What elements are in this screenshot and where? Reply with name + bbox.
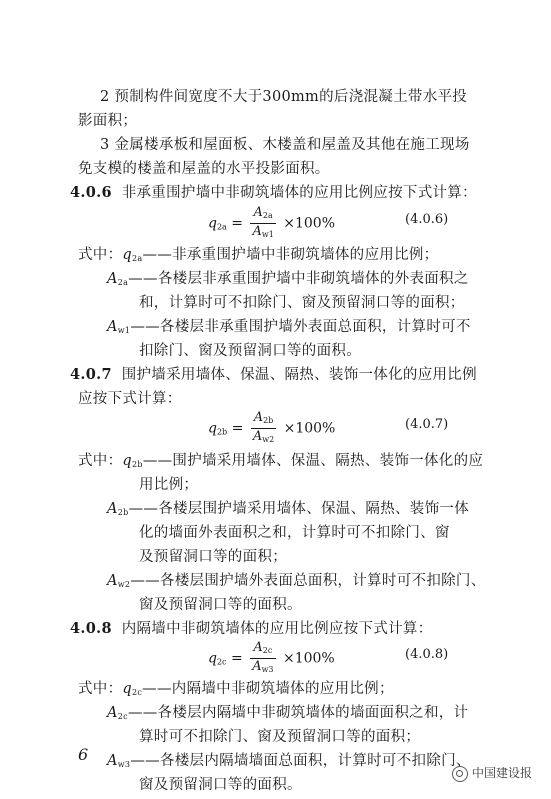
where-line [107,499,469,523]
where-line [107,751,471,775]
clause-4-0-7 [70,365,477,385]
var-definition: ——围护墙采用墙体、保温、隔热、装饰一体化的应 [142,453,484,469]
watermark [452,764,532,782]
var-definition: ——各楼层内隔墙墙面总面积，计算时可不扣除门、 [130,753,471,769]
var-subscript: w2 [117,580,131,589]
denominator-symbol: A [252,429,263,444]
text-line: 影面积； [78,113,138,129]
equation-number: (4.0.8) [405,647,449,662]
formula-4-0-6: $q_{2a}$ = $\frac{A_{2a}}{A_{w1}}$ ×100% [208,205,335,242]
where-line [107,269,469,293]
var-definition: ——各楼层非承重围护墙中非砌筑墙体的外表面积之 [128,271,469,287]
clause-number: 4.0.6 [70,184,112,201]
var-subscript: 2b [132,460,143,469]
where-line [78,679,394,703]
denominator-symbol: A [252,659,262,674]
var-symbol: A [107,501,118,517]
clause-4-0-8 [70,619,433,639]
text-line: 2 预制构件间宽度不大于300mm的后浇混凝土带水平投 [100,89,468,105]
text-line: 算时可不扣除门、窗及预留洞口等的面积； [139,729,421,745]
text-line: 用比例； [139,477,199,493]
denominator-subscript: w3 [261,665,274,674]
where-line [78,451,483,475]
var-subscript: 2c [117,712,128,721]
formula-subscript: 2b [216,427,228,437]
where-line [107,703,468,727]
formula-symbol: q [208,215,217,232]
formula-4-0-7: $q_{2b}$ = $\frac{A_{2b}}{A_{w2}}$ ×100% [208,410,335,447]
var-definition: ——各楼层围护墙外表面总面积，计算时可不扣除门、 [130,573,486,589]
where-line [107,571,486,595]
var-symbol: q [122,453,132,469]
var-symbol: A [107,271,118,287]
fraction [250,640,275,677]
formula-multiplier: ×100% [282,650,335,667]
var-definition: ——各楼层内隔墙中非砌筑墙体的墙面面积之和，计 [127,705,469,721]
equation-number: (4.0.7) [405,417,449,432]
var-symbol: q [122,247,132,263]
denominator-symbol: A [252,224,262,239]
text-line: 窗及预留洞口等的面积。 [139,777,302,793]
formula-4-0-8: $q_{2c}$ = $\frac{A_{2c}}{A_{w3}}$ ×100% [208,640,335,677]
wechat-icon [452,766,468,782]
var-symbol: q [122,681,132,697]
equation-number: (4.0.6) [405,212,449,227]
clause-text: 内隔墙中非砌筑墙体的应用比例应按下式计算： [121,621,433,637]
var-symbol: A [107,753,118,769]
text-line: 3 金属楼承板和屋面板、木楼盖和屋盖及其他在施工现场 [100,137,470,153]
formula-subscript: 2a [216,222,227,232]
clause-number: 4.0.8 [70,620,112,637]
numerator-subscript: 2c [262,646,273,655]
numerator-symbol: A [253,640,263,655]
var-symbol: A [107,573,118,589]
numerator-subscript: 2a [262,211,273,220]
where-line [78,245,438,269]
text-line: 窗及预留洞口等的面积。 [139,597,302,613]
where-label: 式中： [78,247,123,263]
var-definition: ——各楼层围护墙采用墙体、保温、隔热、装饰一体 [128,501,469,517]
text-line: 及预留洞口等的面积； [139,549,287,565]
clause-number: 4.0.7 [70,366,112,383]
numerator-subscript: 2b [263,416,274,425]
denominator-subscript: w1 [261,230,274,239]
formula-symbol: q [208,420,217,437]
var-subscript: 2a [117,278,129,287]
var-symbol: A [107,705,118,721]
var-subscript: 2c [132,688,143,697]
var-symbol: A [107,319,118,335]
fraction [251,410,276,447]
var-subscript: w1 [117,326,131,335]
text-line: 和，计算时可不扣除门、窗及预留洞口等的面积； [139,295,465,311]
formula-subscript: 2c [216,657,227,667]
page-number: 6 [78,745,89,764]
numerator-symbol: A [253,205,263,220]
numerator-symbol: A [253,410,264,425]
text-line: 扣除门、窗及预留洞口等的面积。 [139,343,361,359]
var-definition: ——非承重围护墙中非砌筑墙体的应用比例； [142,247,439,263]
fraction [250,205,275,242]
denominator-subscript: w2 [262,435,275,444]
formula-multiplier: ×100% [283,420,336,437]
var-subscript: 2b [117,508,129,517]
formula-symbol: q [208,650,217,667]
text-line: 免支模的楼盖和屋盖的水平投影面积。 [78,161,330,177]
clause-text: 围护墙采用墙体、保温、隔热、装饰一体化的应用比例 [121,367,477,383]
where-label: 式中： [78,453,123,469]
var-definition: ——各楼层非承重围护墙外表面总面积，计算时可不 [130,319,471,335]
where-label: 式中： [78,681,123,697]
clause-text: 非承重围护墙中非砌筑墙体的应用比例应按下式计算： [121,185,477,201]
formula-multiplier: ×100% [283,215,336,232]
watermark-text: 中国建设报 [472,766,533,780]
text-line: 化的墙面外表面积之和，计算时可不扣除门、窗 [139,525,450,541]
where-line [107,317,471,341]
var-definition: ——内隔墙中非砌筑墙体的应用比例； [142,681,394,697]
var-subscript: 2a [132,254,143,263]
clause-4-0-6 [70,183,477,203]
text-line: 应按下式计算： [78,391,182,407]
var-subscript: w3 [117,760,131,769]
